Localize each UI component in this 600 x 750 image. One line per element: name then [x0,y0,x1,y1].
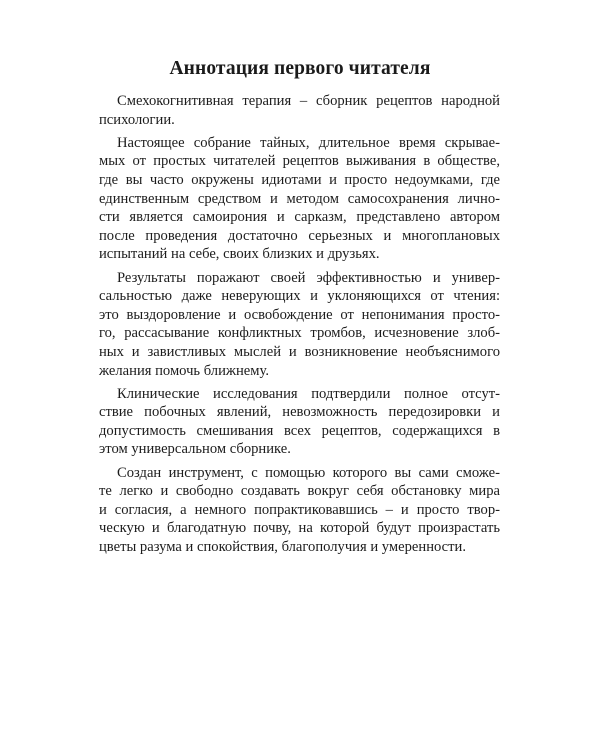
text-line: сальностью даже неверующих и уклоняющихся от чтения: [99,288,500,305]
text-line: Клинические исследования подтвердили полное отсут- [117,385,500,402]
text-line: и согласия, а немного попрактиковавшись – и просто твор- [99,501,500,518]
paragraph-4 [99,385,500,459]
text-line: психологии. [99,111,175,128]
text-line: ных и завистливых мыслей и возникновение необъяснимого [99,343,500,360]
text-line: го, рассасывание конфликтных тромбов, исчезновение злоб- [99,325,500,342]
paragraph-3 [99,269,500,381]
text-line: Настоящее собрание тайных, длительное время скрывае- [117,134,500,151]
text-line: ствие побочных явлений, невозможность передозировки и [99,404,500,421]
text-line: ческую и благодатную почву, на которой будут произрастать [99,520,500,537]
text-line: Создан инструмент, с помощью которого вы сами сможе- [117,464,500,481]
paragraph-2 [99,134,500,264]
text-line: мых от простых читателей рецептов выживания в обществе, [99,153,500,170]
page-title: Аннотация первого читателя [169,58,431,79]
annotation-body [99,92,500,561]
text-line: те легко и свободно создавать вокруг себя обстановку мира [99,483,500,500]
text-line: Результаты поражают своей эффективностью и универ- [117,269,500,286]
text-line: это выздоровление и освобождение от непонимания просто- [99,306,500,323]
text-line: единственным средством и методом самосохранения лично- [99,190,500,207]
text-line: этом универсальном сборнике. [99,441,291,458]
text-line: цветы разума и спокойствия, благополучия и умеренности. [99,539,466,556]
text-line: желания помочь ближнему. [99,362,269,379]
text-line: где вы часто окружены идиотами и просто недоумками, где [99,171,500,188]
text-line: сти является самоирония и сарказм, представлено автором [99,209,500,226]
paragraph-1 [99,92,500,129]
text-line: Смехокогнитивная терапия – сборник рецептов народной [117,93,500,109]
text-line: испытаний на себе, своих близких и друзьях. [99,246,380,263]
text-line: после проведения достаточно серьезных и многоплановых [99,227,500,244]
paragraph-5 [99,464,500,557]
text-line: допустимость смешивания всех рецептов, содержащихся в [99,422,500,439]
